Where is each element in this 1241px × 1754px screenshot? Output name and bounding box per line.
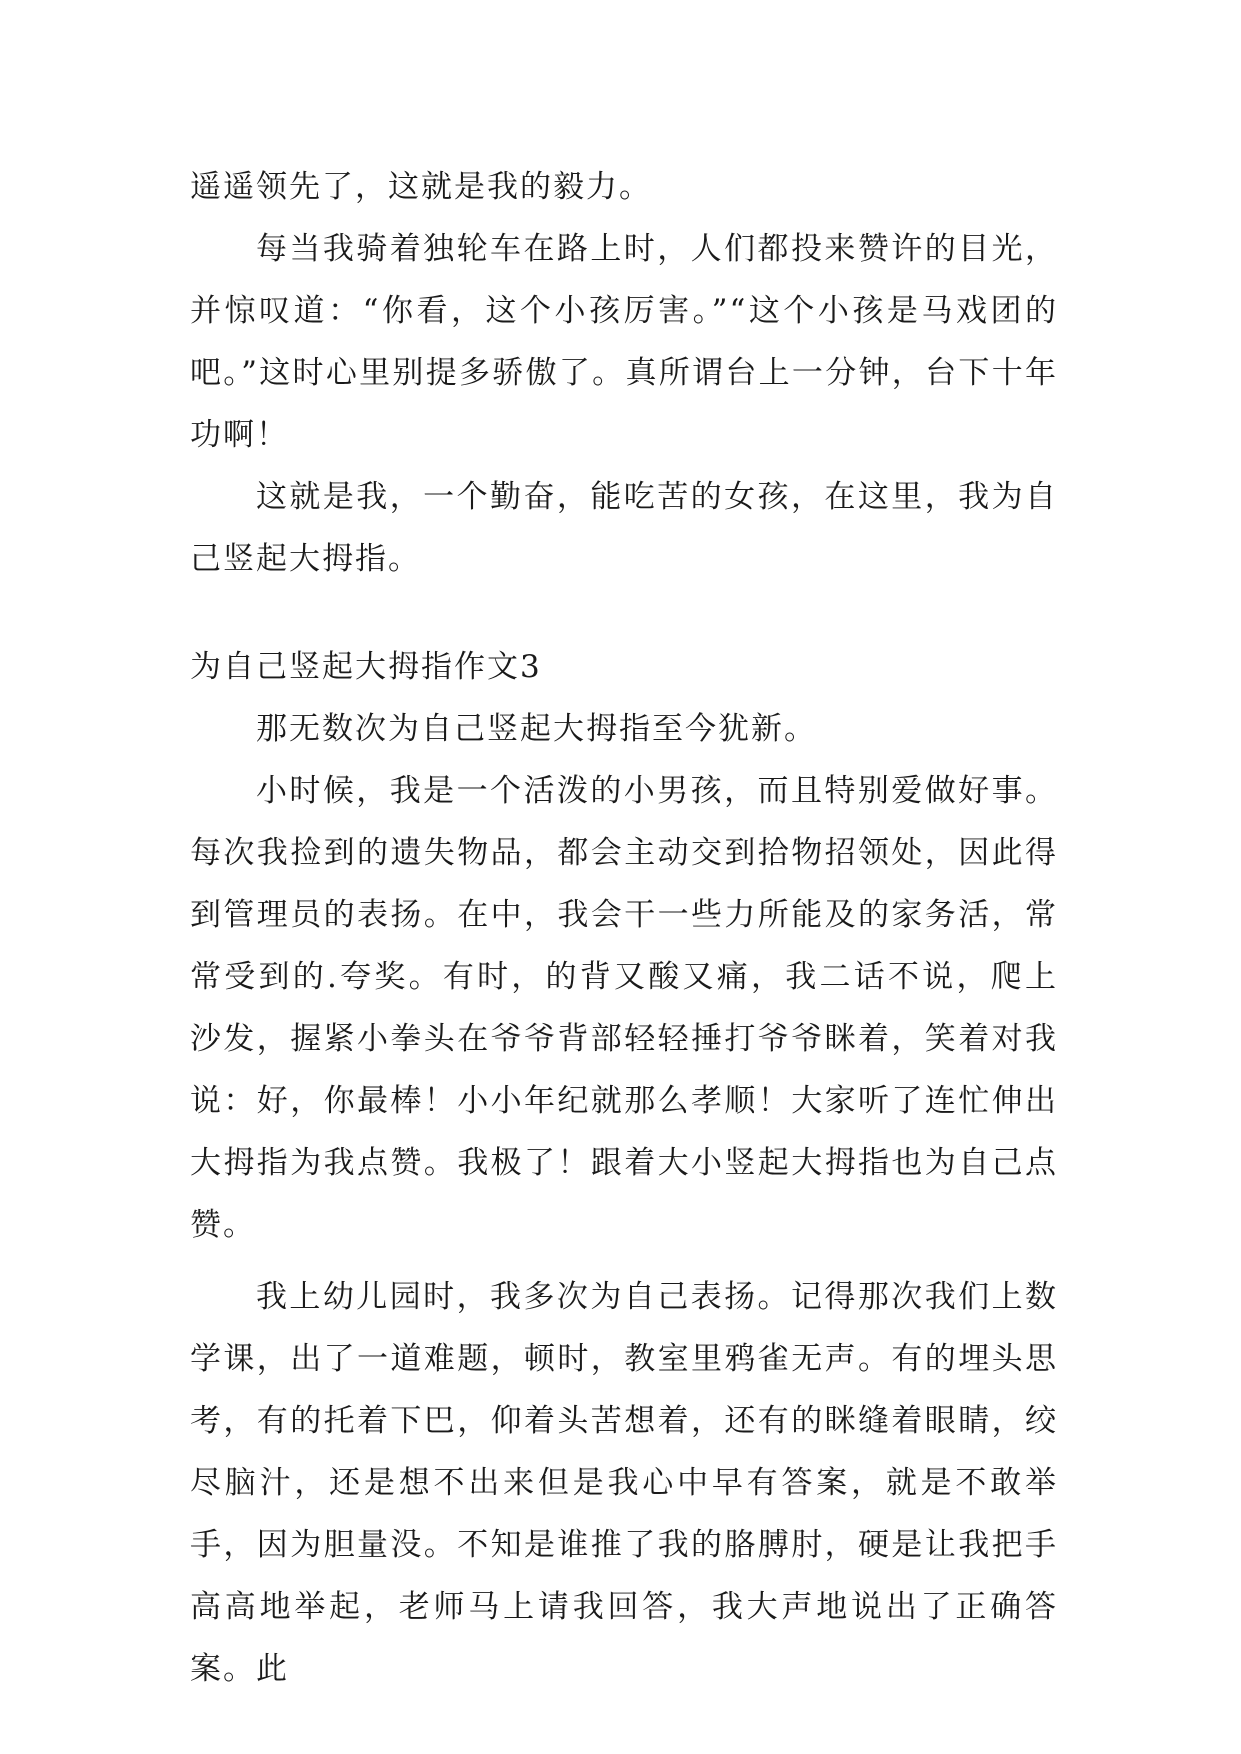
section-title: 为自己竖起大拇指作文3 xyxy=(190,649,542,685)
paragraph-kindergarten: 我上幼儿园时，我多次为自己表扬。记得那次我们上数学课，出了一道难题，顿时，教室里鸦雀无声。有的埋头思考，有的托着下巴，仰着头苦想着，还有的眯缝着眼睛，绞尽脑汁，还是想不出来但是我心中早有答案，就是不敢举手，因为胆量没。不知是谁推了我的胳膊肘，硬是让我把手高高地举起，老师马上请我回答，我大声地说出了正确答案。此 xyxy=(190,1279,1058,1687)
paragraph-intro: 那无数次为自己竖起大拇指至今犹新。 xyxy=(256,711,817,747)
paragraph-conclusion: 这就是我，一个勤奋，能吃苦的女孩，在这里，我为自己竖起大拇指。 xyxy=(190,479,1058,577)
paragraph-childhood: 小时候，我是一个活泼的小男孩，而且特别爱做好事。每次我捡到的遗失物品，都会主动交到拾物招领处，因此得到管理员的表扬。在中，我会干一些力所能及的家务活，常常受到的.夸奖。有时，的背又酸又痛，我二话不说，爬上沙发，握紧小拳头在爷爷背部轻轻捶打爷爷眯着，笑着对我说：好，你最棒！小小年纪就那么孝顺！大家听了连忙伸出大拇指为我点赞。我极了！跟着大小竖起大拇指也为自己点赞。 xyxy=(190,773,1058,1243)
paragraph-continued: 遥遥领先了，这就是我的毅力。 xyxy=(190,169,652,205)
document-body xyxy=(190,156,1058,1700)
paragraph-unicycle: 每当我骑着独轮车在路上时，人们都投来赞许的目光，并惊叹道：“你看，这个小孩厉害。”“这个小孩是马戏团的吧。”这时心里别提多骄傲了。真所谓台上一分钟，台下十年功啊！ xyxy=(190,231,1058,453)
